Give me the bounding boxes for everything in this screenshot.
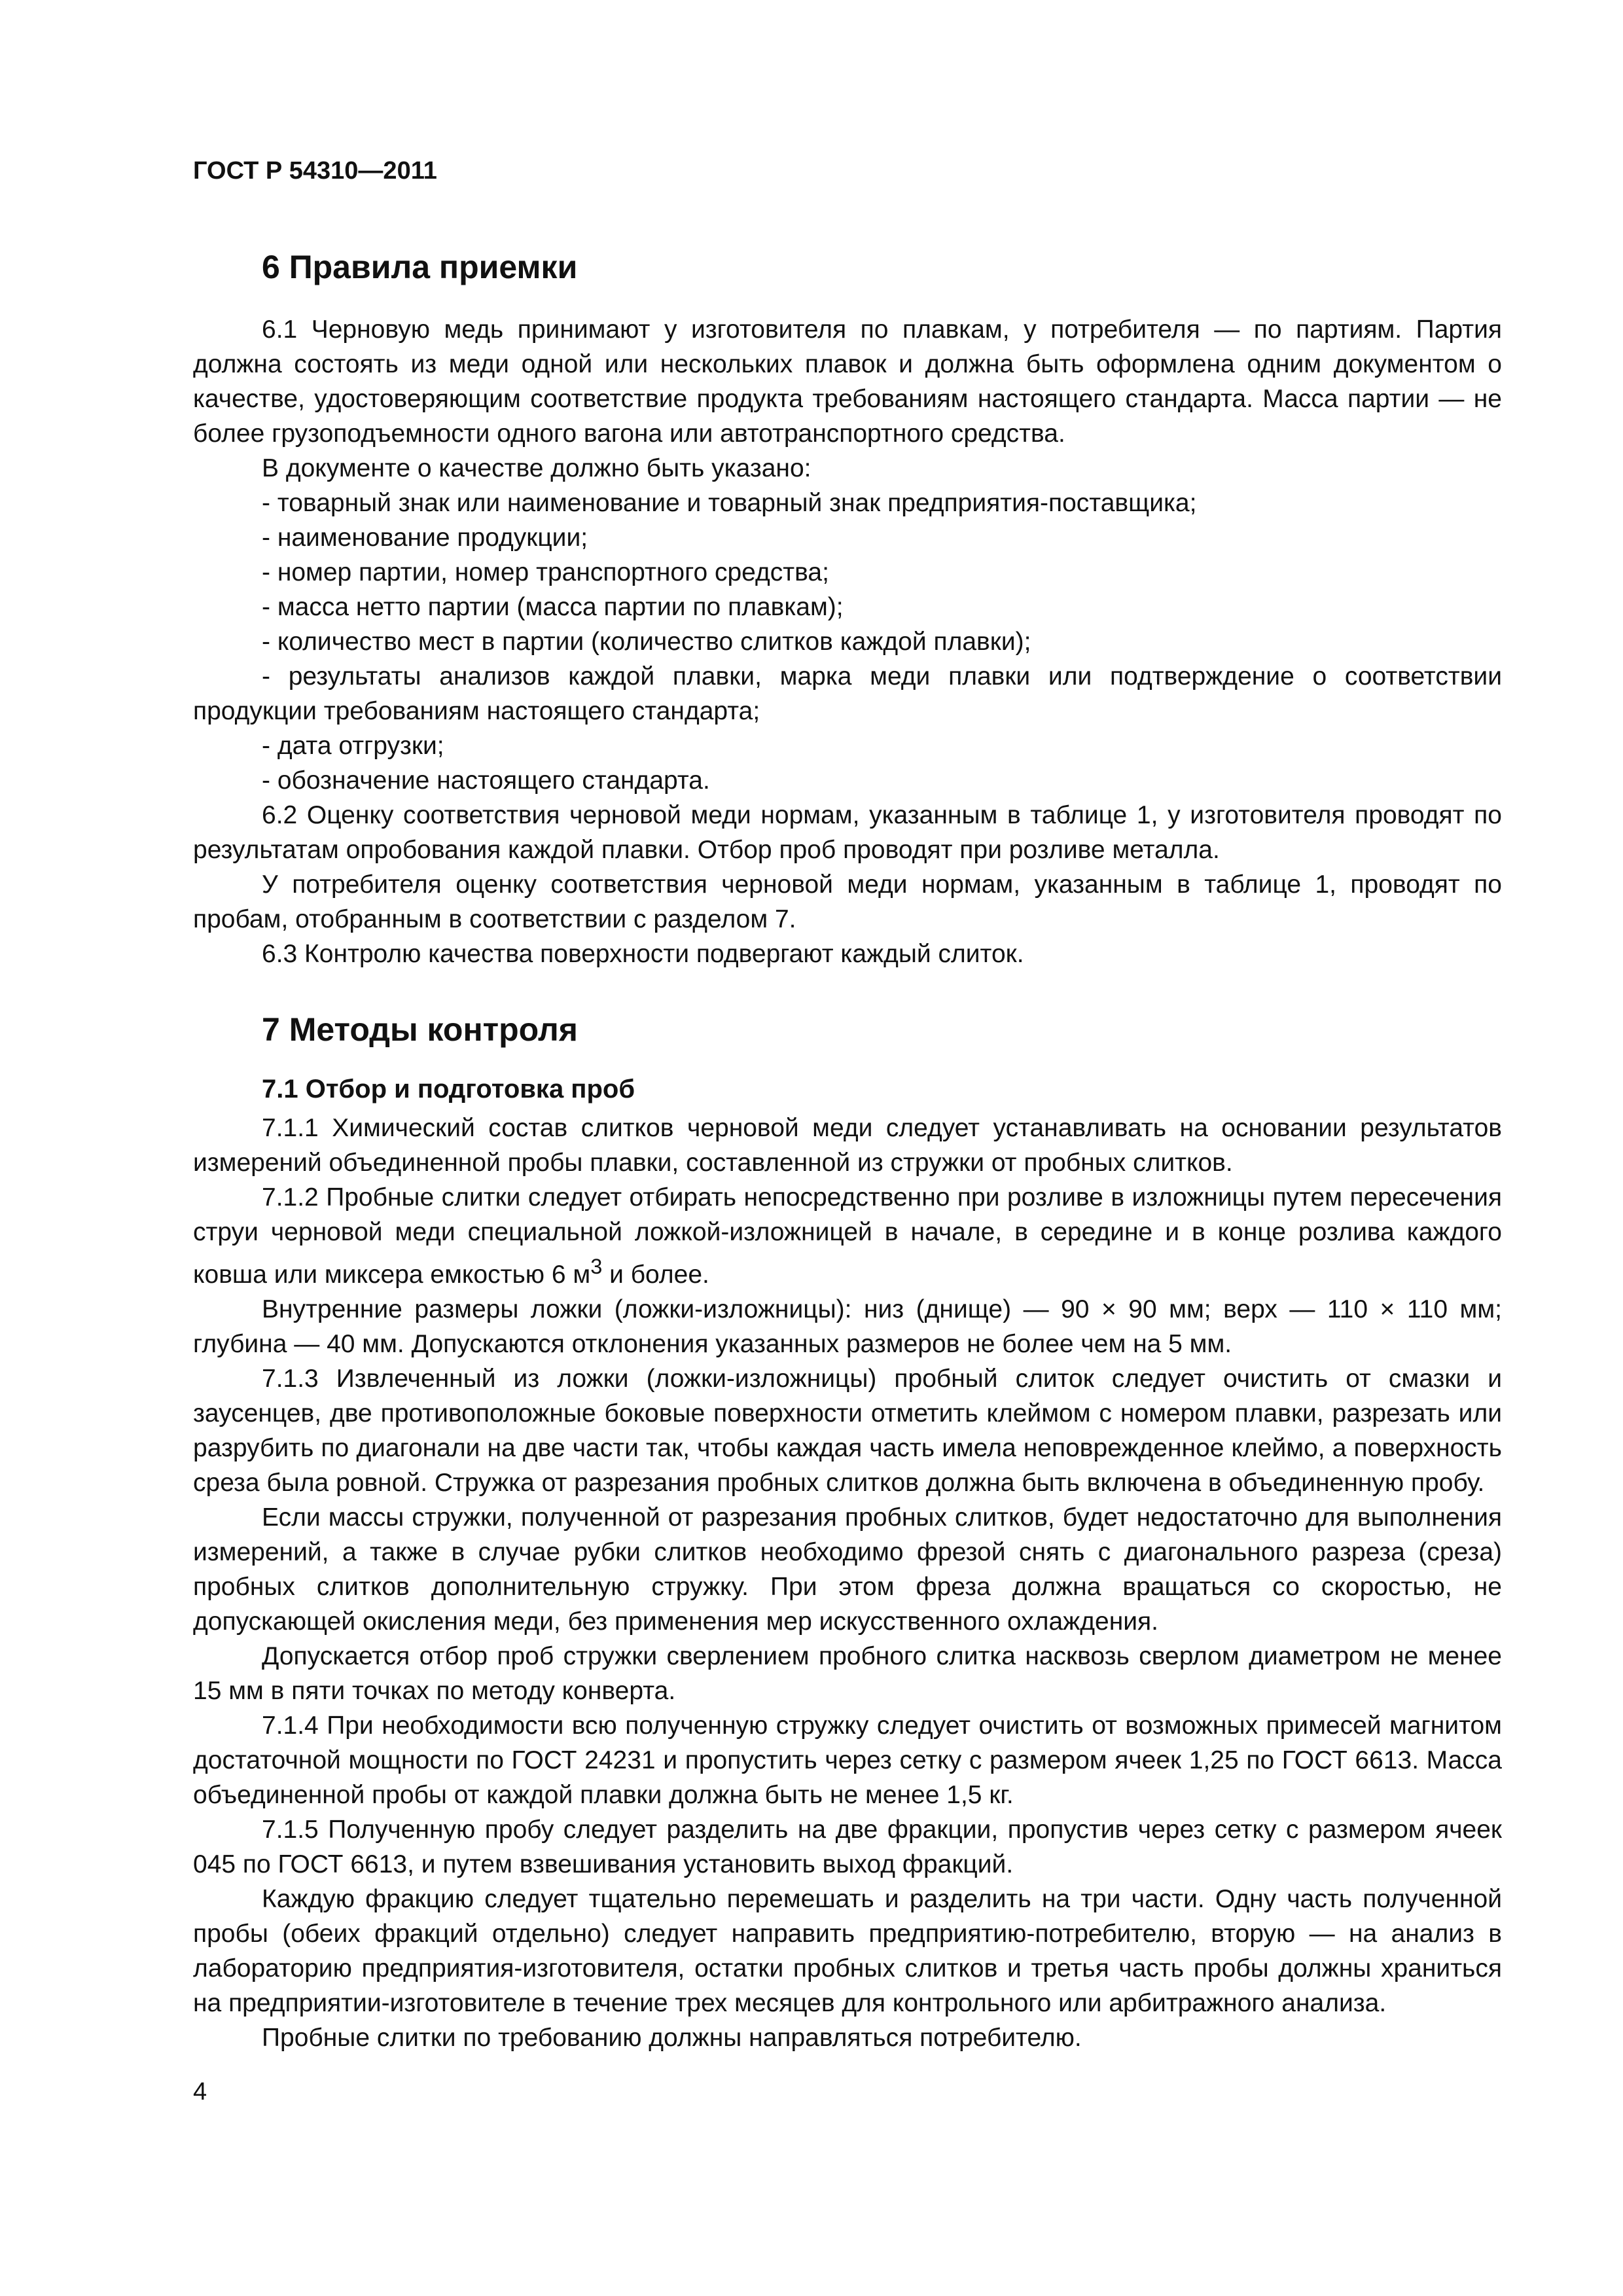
paragraph-6-2: 6.2 Оценку соответствия черновой меди нормам, указанным в таблице 1, у изготовителя проводят по результатам опробования каждой плавки. Отбор проб проводят при розливе металла. — [193, 801, 1502, 864]
list-item: - наименование продукции; — [262, 524, 588, 552]
paragraph-milling: Если массы стружки, полученной от разрезания пробных слитков, будет недостаточно для выполнения измерений, а также в случае рубки слитков необходимо фрезой снять с диагонального разреза (среза) пробных слитков дополнительную стружку. При этом фреза должна вращаться со скоростью, не допускающей окисления меди, без применения мер искусственного охлаждения. — [193, 1503, 1502, 1636]
list-item: - обозначение настоящего стандарта. — [262, 766, 710, 795]
list-item: - масса нетто партии (масса партии по плавкам); — [262, 593, 844, 621]
paragraph-7-1-5: 7.1.5 Полученную пробу следует разделить на две фракции, пропустив через сетку с размером ячеек 045 по ГОСТ 6613, и путем взвешивания установить выход фракций. — [193, 1816, 1502, 1878]
paragraph-6-1-intro: В документе о качестве должно быть указано: — [262, 454, 812, 482]
paragraph-6-3: 6.3 Контролю качества поверхности подвергают каждый слиток. — [262, 940, 1024, 968]
paragraph-7-1-2-tail: и более. — [602, 1261, 709, 1289]
list-item: - дата отгрузки; — [262, 732, 444, 760]
document-page — [193, 157, 1502, 2055]
paragraph-7-1-1: 7.1.1 Химический состав слитков черновой меди следует устанавливать на основании результатов измерений объединенной пробы плавки, составленной из стружки от пробных слитков. — [193, 1114, 1502, 1177]
paragraph-7-1-2 — [193, 1180, 1502, 1292]
paragraph-7-1-2-text: 7.1.2 Пробные слитки следует отбирать непосредственно при розливе в изложницы путем пересечения струи черновой меди специальной ложкой-изложницей в начале, в середине и в конце розлива каждого ковша или миксера емкостью 6 м — [193, 1183, 1502, 1289]
section-7-title: 7 Методы контроля — [262, 1011, 578, 1048]
paragraph-ladle-dimensions: Внутренние размеры ложки (ложки-изложницы): низ (днище) — 90 × 90 мм; верх — 110 × 110 мм; глубина — 40 мм. Допускаются отклонения указанных размеров не более чем на 5 мм. — [193, 1295, 1502, 1358]
paragraph-6-2-consumer: У потребителя оценку соответствия черновой меди нормам, указанным в таблице 1, проводят по пробам, отобранным в соответствии с разделом 7. — [193, 870, 1502, 933]
document-header: ГОСТ Р 54310—2011 — [193, 157, 437, 185]
superscript-cubic: 3 — [590, 1255, 603, 1278]
section-6-title: 6 Правила приемки — [262, 249, 578, 285]
list-item: - товарный знак или наименование и товарный знак предприятия-поставщика; — [262, 489, 1197, 517]
paragraph-7-1-3: 7.1.3 Извлеченный из ложки (ложки-изложницы) пробный слиток следует очистить от смазки и заусенцев, две противоположные боковые поверхности отметить клеймом с номером плавки, разрезать или разрубить по диагонали на две части так, чтобы каждая часть имела неповрежденное клеймо, а поверхность среза была ровной. Стружка от разрезания пробных слитков должна быть включена в объединенную пробу. — [193, 1365, 1502, 1497]
paragraph-6-1: 6.1 Черновую медь принимают у изготовителя по плавкам, у потребителя — по партиям. Партия должна состоять из меди одной или нескольких плавок и должна быть оформлена одним документом о качестве, удостоверяющим соответствие продукта требованиям настоящего стандарта. Масса партии — не более грузоподъемности одного вагона или автотранспортного средства. — [193, 315, 1502, 448]
paragraph-drilling: Допускается отбор проб стружки сверлением пробного слитка насквозь сверлом диаметром не менее 15 мм в пяти точках по методу конверта. — [193, 1642, 1502, 1705]
page-number: 4 — [193, 2078, 207, 2106]
list-item: - количество мест в партии (количество слитков каждой плавки); — [262, 628, 1031, 656]
paragraph-fractions: Каждую фракцию следует тщательно перемешать и разделить на три части. Одну часть полученной пробы (обеих фракций отдельно) следует направить предприятию-потребителю, вторую — на анализ в лабораторию предприятия-изготовителя, остатки пробных слитков и третья часть пробы должны храниться на предприятии-изготовителе в течение трех месяцев для контрольного или арбитражного анализа. — [193, 1885, 1502, 2017]
list-item: - номер партии, номер транспортного средства; — [262, 558, 829, 586]
paragraph-ingots: Пробные слитки по требованию должны направляться потребителю. — [262, 2024, 1082, 2052]
paragraph-7-1-4: 7.1.4 При необходимости всю полученную стружку следует очистить от возможных примесей магнитом достаточной мощности по ГОСТ 24231 и пропустить через сетку с размером ячеек 1,25 по ГОСТ 6613. Масса объединенной пробы от каждой плавки должна быть не менее 1,5 кг. — [193, 1712, 1502, 1809]
subsection-7-1-title: 7.1 Отбор и подготовка проб — [262, 1075, 635, 1103]
list-item: - результаты анализов каждой плавки, марка меди плавки или подтверждение о соответствии продукции требованиям настоящего стандарта; — [193, 662, 1502, 725]
